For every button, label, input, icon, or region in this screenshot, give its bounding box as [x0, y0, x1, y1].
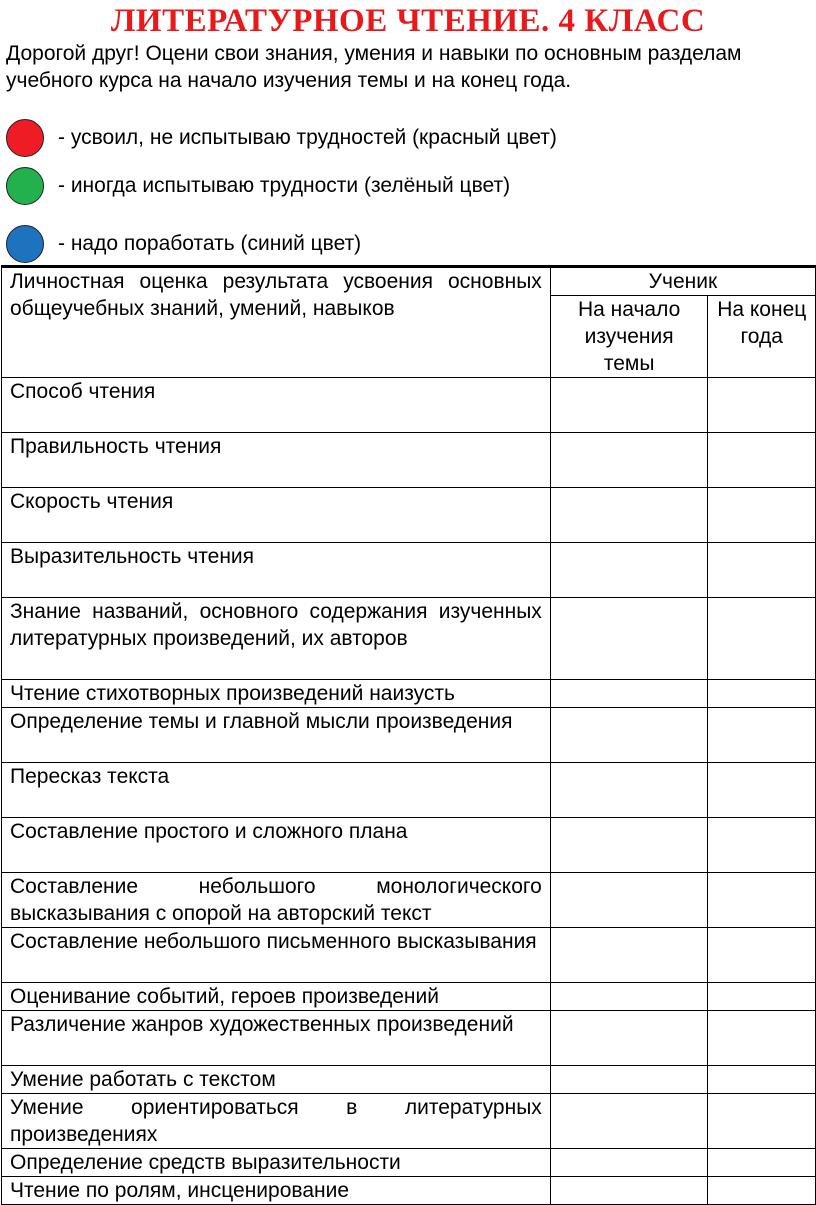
end-mark-cell[interactable]: [708, 708, 816, 763]
criterion-label: Оценивание событий, героев произведений: [2, 983, 551, 1011]
table-row: [2, 680, 816, 708]
criterion-label: Пересказ текста: [2, 763, 551, 818]
page-title: ЛИТЕРАТУРНОЕ ЧТЕНИЕ. 4 КЛАСС: [110, 3, 706, 39]
legend-item-green: [6, 166, 510, 206]
table-row: [2, 928, 816, 983]
table-row: [2, 1094, 816, 1149]
legend-item-blue: [6, 224, 361, 264]
criterion-label: Умение работать с текстом: [2, 1066, 551, 1094]
end-mark-cell[interactable]: [708, 488, 816, 543]
legend-text-green: - иногда испытываю трудности (зелёный цвет): [58, 174, 511, 197]
criterion-label: Способ чтения: [2, 378, 551, 433]
start-mark-cell[interactable]: [550, 818, 708, 873]
start-mark-cell[interactable]: [550, 488, 708, 543]
start-mark-cell[interactable]: [550, 1177, 708, 1205]
criterion-label: Составление небольшого монологического высказывания с опорой на авторский текст: [2, 873, 551, 928]
table-row: [2, 983, 816, 1011]
criterion-label: Составление небольшого письменного высказывания: [2, 928, 551, 983]
table-row: [2, 433, 816, 488]
criterion-label: Составление простого и сложного плана: [2, 818, 551, 873]
end-mark-cell[interactable]: [708, 1177, 816, 1205]
end-mark-cell[interactable]: [708, 983, 816, 1011]
table-row: [2, 488, 816, 543]
criterion-label: Чтение по ролям, инсценирование: [2, 1177, 551, 1205]
end-mark-cell[interactable]: [708, 873, 816, 928]
start-column-header: На начало изучения темы: [550, 296, 708, 378]
end-mark-cell[interactable]: [708, 763, 816, 818]
start-mark-cell[interactable]: [550, 928, 708, 983]
end-mark-cell[interactable]: [708, 378, 816, 433]
end-mark-cell[interactable]: [708, 543, 816, 598]
start-mark-cell[interactable]: [550, 543, 708, 598]
end-mark-cell[interactable]: [708, 1149, 816, 1177]
criteria-rows: [2, 378, 816, 1205]
criterion-label: Правильность чтения: [2, 433, 551, 488]
start-mark-cell[interactable]: [550, 983, 708, 1011]
legend-text-blue: - надо поработать (синий цвет): [58, 232, 362, 255]
student-header: Ученик: [550, 267, 815, 296]
table-row: [2, 1149, 816, 1177]
start-mark-cell[interactable]: [550, 708, 708, 763]
table-row: [2, 763, 816, 818]
table-row: [2, 543, 816, 598]
legend-item-red: [6, 118, 557, 158]
start-mark-cell[interactable]: [550, 873, 708, 928]
start-mark-cell[interactable]: [550, 598, 708, 680]
end-mark-cell[interactable]: [708, 680, 816, 708]
start-mark-cell[interactable]: [550, 1094, 708, 1149]
end-mark-cell[interactable]: [708, 598, 816, 680]
table-row: [2, 818, 816, 873]
table-row: [2, 598, 816, 680]
table-row: [2, 378, 816, 433]
table-row: [2, 708, 816, 763]
start-mark-cell[interactable]: [550, 1149, 708, 1177]
criterion-label: Умение ориентироваться в литературных произведениях: [2, 1094, 551, 1149]
table-row: [2, 1177, 816, 1205]
end-mark-cell[interactable]: [708, 1094, 816, 1149]
table-row: [2, 873, 816, 928]
self-assessment-table: [1, 265, 816, 1205]
end-mark-cell[interactable]: [708, 928, 816, 983]
criterion-label: Знание названий, основного содержания изученных литературных произведений, их авторов: [2, 598, 551, 680]
intro-text: Дорогой друг! Оцени свои знания, умения и навыки по основным разделам учебного курса на начало изучения темы и на конец года.: [6, 42, 742, 92]
green-circle-icon: [6, 167, 44, 205]
end-mark-cell[interactable]: [708, 818, 816, 873]
criterion-label: Чтение стихотворных произведений наизусть: [2, 680, 551, 708]
end-mark-cell[interactable]: [708, 433, 816, 488]
blue-circle-icon: [6, 225, 44, 263]
table-row: [2, 1066, 816, 1094]
start-mark-cell[interactable]: [550, 433, 708, 488]
criteria-header: Личностная оценка результата усвоения основных общеучебных знаний, умений, навыков: [2, 267, 551, 378]
end-mark-cell[interactable]: [708, 1011, 816, 1066]
start-mark-cell[interactable]: [550, 763, 708, 818]
legend-text-red: - усвоил, не испытываю трудностей (красный цвет): [58, 126, 557, 149]
start-mark-cell[interactable]: [550, 680, 708, 708]
red-circle-icon: [6, 119, 44, 157]
end-column-header: На конец года: [708, 296, 816, 378]
end-mark-cell[interactable]: [708, 1066, 816, 1094]
criterion-label: Различение жанров художественных произведений: [2, 1011, 551, 1066]
start-mark-cell[interactable]: [550, 1066, 708, 1094]
start-mark-cell[interactable]: [550, 1011, 708, 1066]
table-row: [2, 1011, 816, 1066]
criterion-label: Выразительность чтения: [2, 543, 551, 598]
start-mark-cell[interactable]: [550, 378, 708, 433]
criterion-label: Определение темы и главной мысли произведения: [2, 708, 551, 763]
criterion-label: Определение средств выразительности: [2, 1149, 551, 1177]
criterion-label: Скорость чтения: [2, 488, 551, 543]
